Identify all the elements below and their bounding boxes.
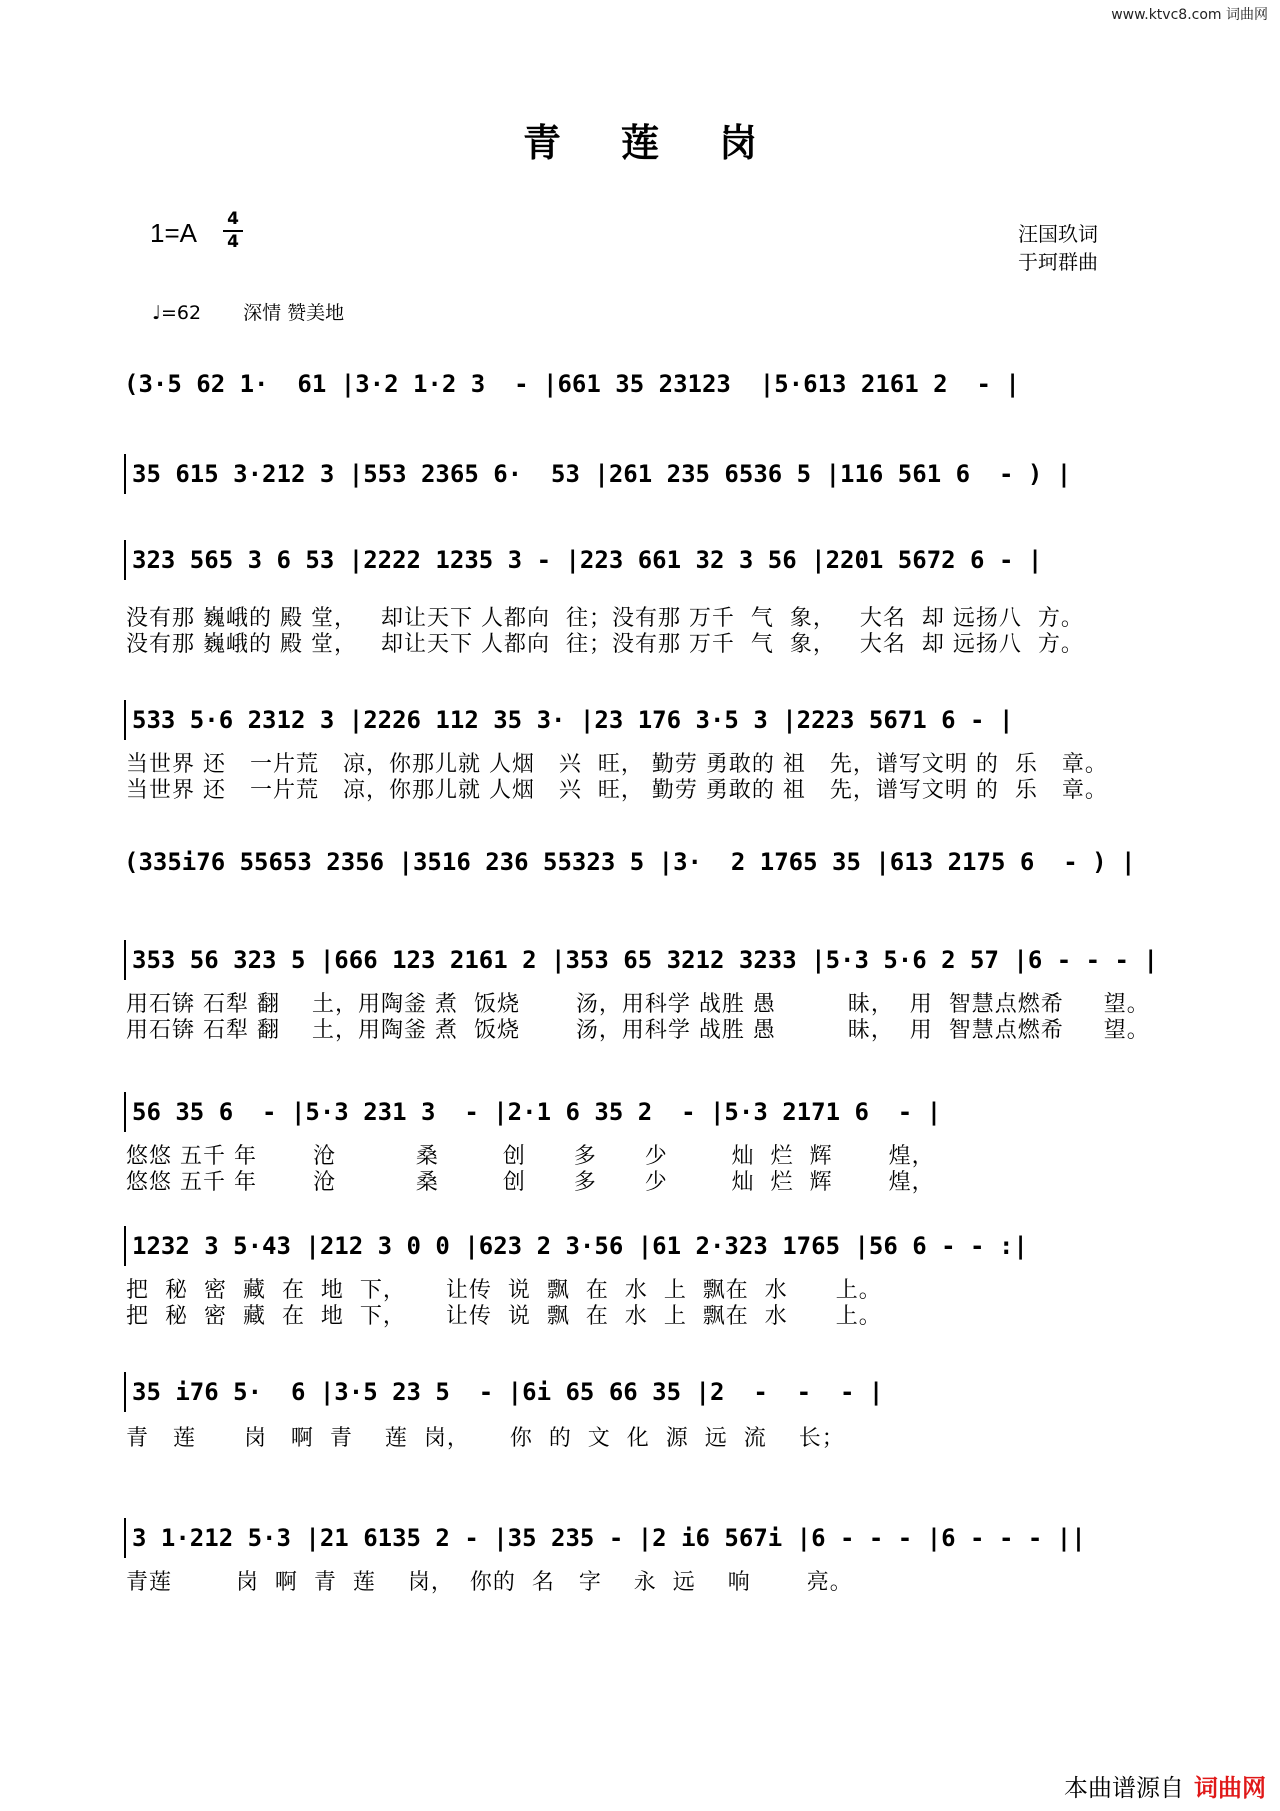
lyric-line: 把 秘 密 藏 在 地 下， 让传 说 飘 在 水 上 飘在 水 上。 [126,1304,882,1329]
footer-attribution [1064,1768,1266,1803]
lyric-line: 当世界 还 一片荒 凉，你那儿就 人烟 兴 旺， 勤劳 勇敢的 祖 先，谱写文明 的 乐 章。 [126,778,1108,803]
lyric-line: 没有那 巍峨的 殿 堂， 却让天下 人都向 往；没有那 万千 气 象， 大名 却 远扬八 方。 [126,632,1084,657]
lyric-line: 青 莲 岗 啊 青 莲 岗， 你 的 文 化 源 远 流 长； [126,1426,845,1451]
lyric-line: 当世界 还 一片荒 凉，你那儿就 人烟 兴 旺， 勤劳 勇敢的 祖 先，谱写文明 的 乐 章。 [126,752,1108,777]
expression-mark: 深情 赞美地 [243,302,345,324]
notation-line: 353 56 323 5 |666 123 2161 2 |353 65 3212 3233 |5·3 5·6 2 57 |6 - - - | [124,940,1156,980]
time-signature-top: 4 [227,209,239,229]
score-system [124,1092,1156,1196]
notation-line: 35 i76 5· 6 |3·5 23 5 - |6i 65 66 35 |2 - - - | [124,1372,1156,1412]
lyric-line: 没有那 巍峨的 殿 堂， 却让天下 人都向 往；没有那 万千 气 象， 大名 却 远扬八 方。 [126,606,1084,631]
time-signature-bottom: 4 [227,232,239,252]
notation-line: 533 5·6 2312 3 |2226 112 35 3· |23 176 3·5 3 |2223 5671 6 - | [124,700,1156,740]
tempo-mark: ♩=62 [152,302,202,324]
notation-line: 56 35 6 - |5·3 231 3 - |2·1 6 35 2 - |5·3 2171 6 - | [124,1092,1156,1132]
score-system [124,540,1156,658]
lyric-line: 青莲 岗 啊 青 莲 岗， 你的 名 字 永 远 响 亮。 [126,1570,853,1595]
footer-brand[interactable]: 词曲网 [1194,1774,1266,1802]
notation-line: (3·5 62 1· 61 |3·2 1·2 3 - |661 35 23123 |5·613 2161 2 - | [124,370,1020,398]
score-system [124,700,1156,804]
score-system [124,842,1156,882]
lyric-line: 用石锛 石犁 翻 土，用陶釜 煮 饭烧 汤，用科学 战胜 愚 昧， 用 智慧点燃希 望。 [126,992,1150,1017]
credits [1018,220,1098,276]
lyric-line: 把 秘 密 藏 在 地 下， 让传 说 飘 在 水 上 飘在 水 上。 [126,1278,882,1303]
tempo-line [152,298,344,325]
score-system [124,940,1156,1044]
score-system [124,1372,1156,1452]
song-title: 青莲岗 [522,121,817,165]
notation-line: (335i76 55653 2356 |3516 236 55323 5 |3· 2 1765 35 |613 2175 6 - ) | [124,848,1136,876]
composer: 于珂群曲 [1018,250,1098,274]
lyric-line: 用石锛 石犁 翻 土，用陶釜 煮 饭烧 汤，用科学 战胜 愚 昧， 用 智慧点燃希 望。 [126,1018,1150,1043]
notation-line: 1232 3 5·43 |212 3 0 0 |623 2 3·56 |61 2·323 1765 |56 6 - - :| [124,1226,1156,1266]
score-system [124,454,1156,494]
score-system [124,1226,1156,1330]
notation-line: 35 615 3·212 3 |553 2365 6· 53 |261 235 6536 5 |116 561 6 - ) | [124,454,1156,494]
site-watermark: www.ktvc8.com 词曲网 [1111,7,1268,23]
key-signature: 1=A [150,218,197,248]
time-signature [223,210,243,252]
lyric-line: 悠悠 五千 年 沧 桑 创 多 少 灿 烂 辉 煌， [126,1170,935,1195]
notation-line: 323 565 3 6 53 |2222 1235 3 - |223 661 32 3 56 |2201 5672 6 - | [124,540,1156,580]
score-system [124,1518,1156,1596]
lyric-line: 悠悠 五千 年 沧 桑 创 多 少 灿 烂 辉 煌， [126,1144,935,1169]
notation-line: 3 1·212 5·3 |21 6135 2 - |35 235 - |2 i6 567i |6 - - - |6 - - - || [124,1518,1156,1558]
score-system [124,364,1156,404]
footer-source: 本曲谱源自 [1064,1774,1184,1802]
lyricist: 汪国玖词 [1018,222,1098,246]
